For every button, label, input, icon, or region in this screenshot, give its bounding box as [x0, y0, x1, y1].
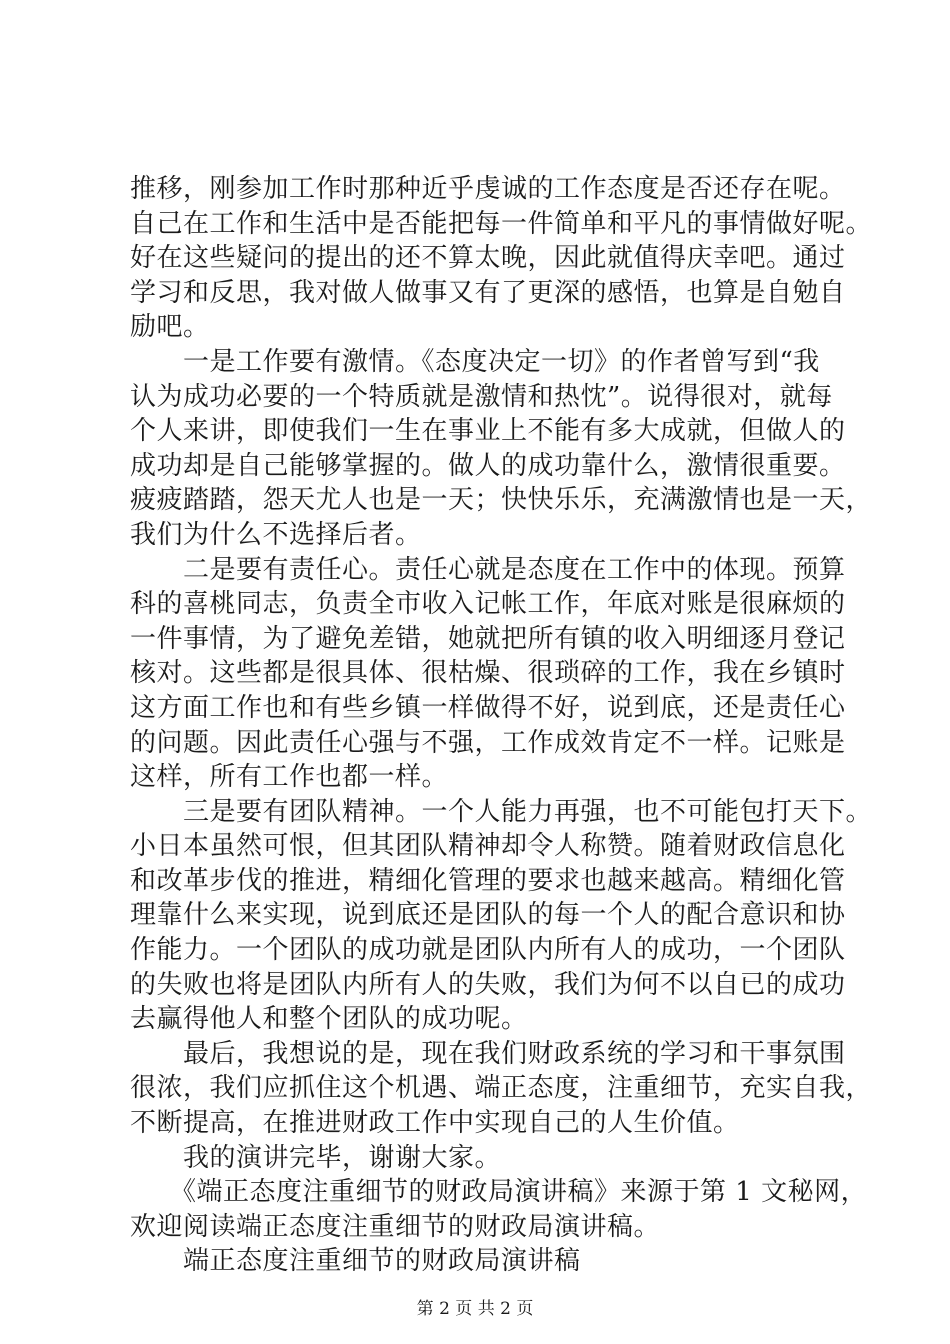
text-line: 一是工作要有激情。《态度决定一切》的作者曾写到“我 — [130, 346, 820, 377]
text-line: 成功却是自己能够掌握的。做人的成功靠什么，激情很重要。 — [130, 450, 846, 481]
text-line: 学习和反思，我对做人做事又有了更深的感悟，也算是自勉自 — [130, 277, 846, 308]
text-line: 自己在工作和生活中是否能把每一件简单和平凡的事情做好呢。 — [130, 208, 873, 239]
text-line: 不断提高，在推进财政工作中实现自己的人生价值。 — [130, 1108, 740, 1139]
text-line: 二是要有责任心。责任心就是态度在工作中的体现。预算 — [130, 554, 846, 585]
text-line: 推移，刚参加工作时那种近乎虔诚的工作态度是否还存在呢。 — [130, 174, 846, 204]
text-line: 认为成功必要的一个特质就是激情和热忱”。说得很对，就每 — [130, 381, 833, 412]
document-body — [130, 172, 873, 1279]
text-line: 作能力。一个团队的成功就是团队内所有人的成功，一个团队 — [130, 935, 846, 966]
text-line: 的问题。因此责任心强与不强，工作成效肯定不一样。记账是 — [130, 727, 846, 758]
text-line: 这样，所有工作也都一样。 — [130, 762, 449, 793]
text-line: 最后，我想说的是，现在我们财政系统的学习和干事氛围 — [130, 1038, 846, 1069]
text-line: 的失败也将是团队内所有人的失败，我们为何不以自已的成功 — [130, 969, 846, 1000]
text-line: 个人来讲，即使我们一生在事业上不能有多大成就，但做人的 — [130, 416, 846, 447]
text-line: 很浓，我们应抓住这个机遇、端正态度，注重细节，充实自我， — [130, 1073, 873, 1104]
text-line: 我们为什么不选择后者。 — [130, 519, 422, 550]
text-line: 我的演讲完毕，谢谢大家。 — [130, 1142, 502, 1173]
text-line: 科的喜桃同志，负责全市收入记帐工作，年底对账是很麻烦的 — [130, 589, 846, 620]
text-line: 欢迎阅读端正态度注重细节的财政局演讲稿。 — [130, 1211, 661, 1242]
text-line: 这方面工作也和有些乡镇一样做得不好，说到底，还是责任心 — [130, 692, 846, 723]
text-line: 核对。这些都是很具体、很枯燥、很琐碎的工作，我在乡镇时 — [130, 658, 846, 689]
text-line: 和改革步伐的推进，精细化管理的要求也越来越高。精细化管 — [130, 865, 846, 896]
text-line: 疲疲踏踏，怨天尤人也是一天；快快乐乐，充满激情也是一天， — [130, 485, 873, 516]
text-line: 一件事情，为了避免差错，她就把所有镇的收入明细逐月登记 — [130, 623, 846, 654]
text-line: 小日本虽然可恨，但其团队精神却令人称赞。随着财政信息化 — [130, 831, 846, 862]
text-line: 《端正态度注重细节的财政局演讲稿》来源于第 1 文秘网， — [130, 1177, 868, 1208]
text-line: 好在这些疑问的提出的还不算太晚，因此就值得庆幸吧。通过 — [130, 243, 846, 274]
page-number: 第 2 页 共 2 页 — [416, 1299, 534, 1319]
text-line: 理靠什么来实现，说到底还是团队的每一个人的配合意识和协 — [130, 900, 846, 931]
text-line: 励吧。 — [130, 312, 210, 343]
text-line: 端正态度注重细节的财政局演讲稿 — [130, 1246, 581, 1277]
text-line: 去赢得他人和整个团队的成功呢。 — [130, 1004, 528, 1035]
text-line: 三是要有团队精神。一个人能力再强，也不可能包打天下。 — [130, 796, 873, 827]
